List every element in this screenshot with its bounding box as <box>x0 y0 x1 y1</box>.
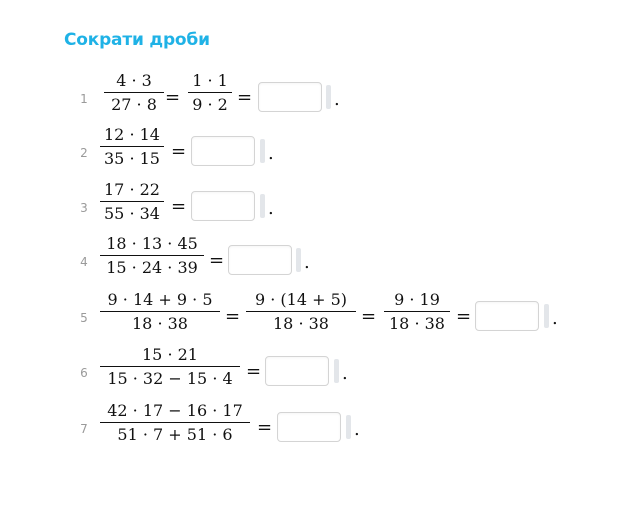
fraction <box>104 73 164 113</box>
fraction-numerator: 1 · 1 <box>192 71 228 90</box>
answer-input[interactable] <box>258 82 322 112</box>
fraction <box>384 292 450 332</box>
period: . <box>342 363 348 384</box>
problem-number: 3 <box>80 201 88 215</box>
drag-handle[interactable] <box>260 139 265 163</box>
answer-input[interactable] <box>277 412 341 442</box>
fraction-numerator: 4 · 3 <box>116 71 152 90</box>
answer-input[interactable] <box>228 245 292 275</box>
problem-number: 2 <box>80 146 88 160</box>
fraction-denominator: 15 · 32 − 15 · 4 <box>100 366 240 387</box>
fraction-denominator: 18 · 38 <box>100 311 220 332</box>
fraction-denominator: 15 · 24 · 39 <box>100 255 204 276</box>
fraction <box>246 292 356 332</box>
period: . <box>268 143 274 164</box>
period: . <box>268 198 274 219</box>
fraction-numerator: 15 · 21 <box>142 345 198 364</box>
equals-sign: = <box>225 306 241 327</box>
drag-handle[interactable] <box>346 415 351 439</box>
equals-sign: = <box>246 361 262 382</box>
fraction-denominator: 27 · 8 <box>104 92 164 113</box>
page-title: Сократи дроби <box>64 30 210 50</box>
period: . <box>354 419 360 440</box>
answer-input[interactable] <box>191 191 255 221</box>
period: . <box>304 252 310 273</box>
fraction <box>100 127 164 167</box>
problem-number: 4 <box>80 255 88 269</box>
fraction-denominator: 35 · 15 <box>100 146 164 167</box>
fraction-denominator: 55 · 34 <box>100 201 164 222</box>
fraction-denominator: 51 · 7 + 51 · 6 <box>100 422 250 443</box>
equals-sign: = <box>257 417 273 438</box>
fraction <box>100 182 164 222</box>
fraction-numerator: 12 · 14 <box>104 125 160 144</box>
fraction <box>100 403 250 443</box>
period: . <box>552 308 558 329</box>
fraction-numerator: 18 · 13 · 45 <box>106 234 198 253</box>
equals-sign: = <box>361 306 377 327</box>
answer-input[interactable] <box>191 136 255 166</box>
equals-sign: = <box>456 306 472 327</box>
drag-handle[interactable] <box>296 248 301 272</box>
problem-number: 6 <box>80 366 88 380</box>
problem-number: 1 <box>80 92 88 106</box>
fraction-numerator: 9 · 19 <box>394 290 440 309</box>
equals-sign: = <box>237 87 253 108</box>
problem-number: 5 <box>80 311 88 325</box>
equals-sign: = <box>171 196 187 217</box>
answer-input[interactable] <box>475 301 539 331</box>
fraction-numerator: 42 · 17 − 16 · 17 <box>107 401 243 420</box>
drag-handle[interactable] <box>260 194 265 218</box>
drag-handle[interactable] <box>334 359 339 383</box>
problem-number: 7 <box>80 422 88 436</box>
fraction <box>100 236 204 276</box>
fraction <box>100 292 220 332</box>
fraction <box>188 73 232 113</box>
fraction-denominator: 18 · 38 <box>246 311 356 332</box>
drag-handle[interactable] <box>326 85 331 109</box>
equals-sign: = <box>165 87 181 108</box>
fraction-denominator: 18 · 38 <box>384 311 450 332</box>
fraction-numerator: 9 · (14 + 5) <box>254 290 348 309</box>
answer-input[interactable] <box>265 356 329 386</box>
fraction-numerator: 17 · 22 <box>104 180 160 199</box>
fraction-denominator: 9 · 2 <box>188 92 232 113</box>
drag-handle[interactable] <box>544 304 549 328</box>
fraction <box>100 347 240 387</box>
period: . <box>334 89 340 110</box>
equals-sign: = <box>209 250 225 271</box>
equals-sign: = <box>171 141 187 162</box>
fraction-numerator: 9 · 14 + 9 · 5 <box>107 290 213 309</box>
